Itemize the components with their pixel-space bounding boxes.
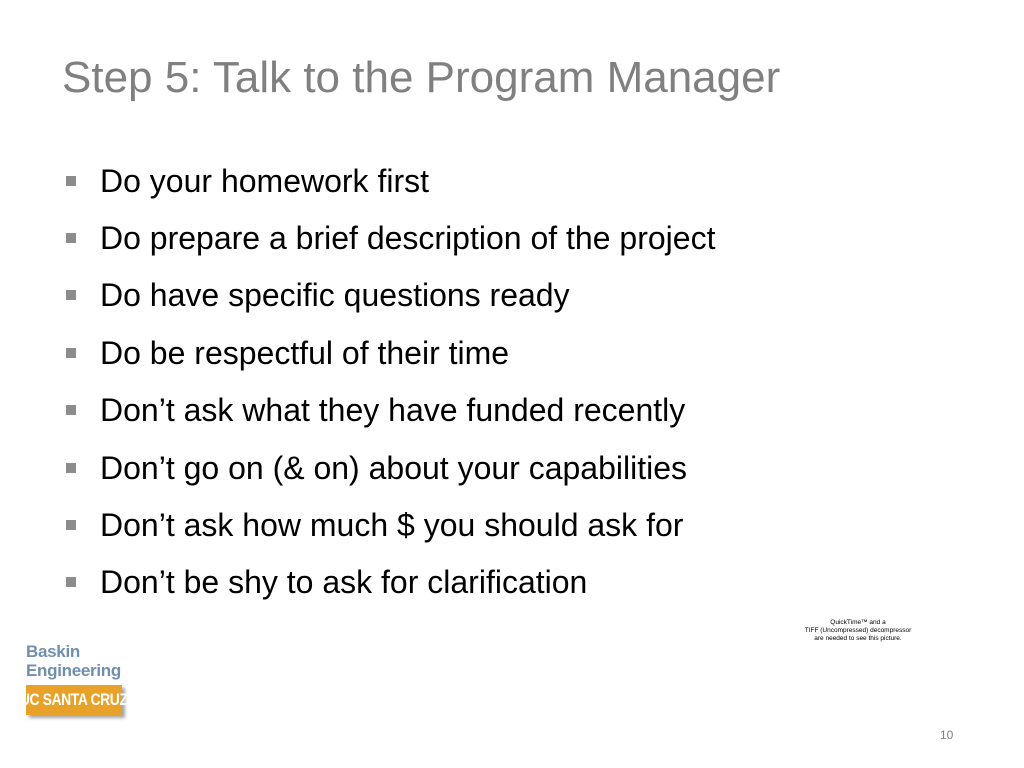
quicktime-notice-line: are needed to see this picture. (814, 635, 902, 642)
bullet-item (62, 267, 715, 324)
square-bullet-icon (66, 463, 76, 473)
square-bullet-icon (66, 520, 76, 530)
square-bullet-icon (66, 290, 76, 300)
bullet-item (62, 382, 715, 439)
bullet-list (62, 152, 715, 611)
bullet-item (62, 152, 715, 209)
square-bullet-icon (66, 577, 76, 587)
bullet-item (62, 554, 715, 611)
bullet-text: Do be respectful of their time (100, 334, 510, 371)
logo-line-engineering: Engineering (26, 661, 121, 680)
bullet-text: Do prepare a brief description of the project (100, 220, 716, 257)
bullet-item (62, 324, 715, 381)
square-bullet-icon (66, 348, 76, 358)
bullet-item (62, 209, 715, 266)
ucsc-logo-box (20, 685, 128, 715)
square-bullet-icon (66, 233, 76, 243)
bullet-text: Do your homework first (100, 162, 429, 199)
bullet-text: Don’t ask what they have funded recently (100, 392, 686, 429)
slide-title: Step 5: Talk to the Program Manager (62, 53, 781, 102)
quicktime-placeholder-notice (790, 619, 926, 643)
logo-line-baskin: Baskin (26, 642, 80, 661)
square-bullet-icon (66, 176, 76, 186)
quicktime-notice-line: QuickTime™ and a (830, 619, 886, 626)
bullet-text: Do have specific questions ready (100, 277, 570, 314)
bullet-text: Don’t go on (& on) about your capabilities (100, 449, 688, 486)
bullet-item (62, 439, 715, 496)
square-bullet-icon (66, 405, 76, 415)
bullet-text: Don’t be shy to ask for clarification (100, 564, 588, 601)
bullet-text: Don’t ask how much $ you should ask for (100, 507, 684, 544)
page-number: 10 (940, 728, 954, 742)
logo-box-text: UC SANTA CRUZ (20, 690, 128, 709)
bullet-item (62, 496, 715, 553)
quicktime-notice-line: TIFF (Uncompressed) decompressor (804, 627, 912, 634)
baskin-engineering-logo (20, 642, 134, 715)
